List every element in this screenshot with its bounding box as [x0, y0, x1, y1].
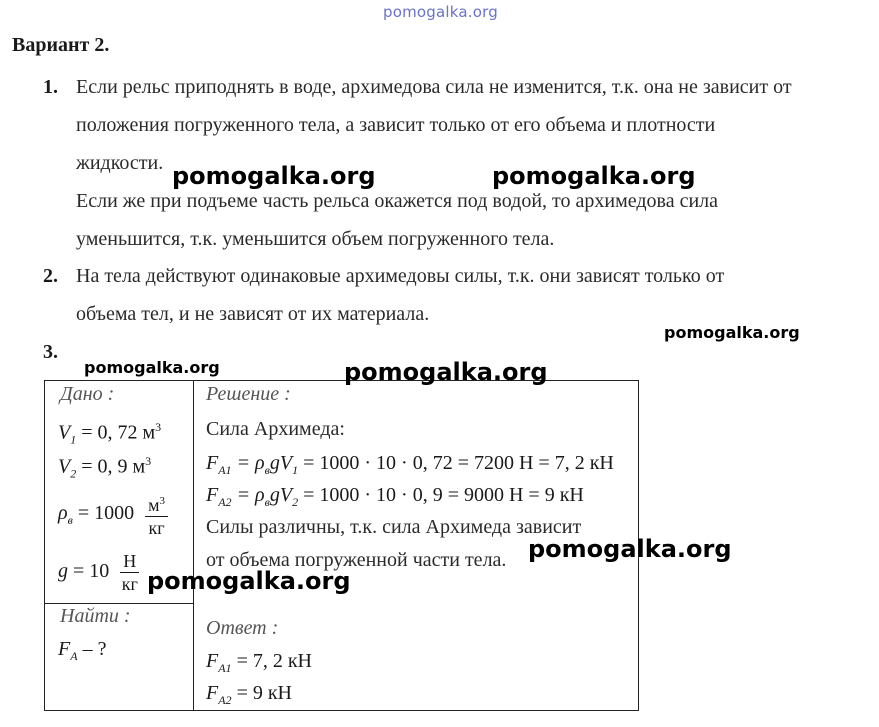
solution-conclusion-1: Силы различны, т.к. сила Архимеда зависит	[206, 516, 582, 538]
watermark: pomogalka.org	[528, 535, 732, 563]
watermark: pomogalka.org	[147, 567, 351, 595]
site-header-link[interactable]: pomogalka.org	[383, 3, 498, 21]
answer-2-line-1: На тела действуют одинаковые архимедовы силы, т.к. они зависят только от	[76, 265, 725, 287]
answer-1-number: 1.	[43, 76, 58, 98]
answer-1-line-4: Если же при подъеме часть рельса окажется под водой, то архимедова сила	[76, 190, 719, 212]
find-fa: $F_A$ – ?	[58, 638, 107, 663]
watermark: pomogalka.org	[84, 358, 220, 377]
watermark: pomogalka.org	[664, 323, 800, 342]
answer-1-line-3: жидкости.	[76, 152, 164, 174]
watermark: pomogalka.org	[172, 162, 376, 190]
answer-3-number: 3.	[43, 341, 58, 363]
answer-1-line-5: уменьшится, т.к. уменьшится объем погруженного тела.	[76, 228, 555, 250]
given-v1: $V_1 = 0$, 72 $м^3$	[58, 420, 162, 447]
solution-intro: Сила Архимеда:	[206, 418, 345, 440]
g-unit-fraction: $\frac{Н}{кг}$	[121, 551, 138, 594]
answer-1-line-2: положения погруженного тела, а зависит только от его объема и плотности	[76, 114, 716, 136]
answer-label: Ответ :	[206, 617, 279, 639]
watermark: pomogalka.org	[344, 358, 548, 386]
answer-1-line-1: Если рельс приподнять в воде, архимедова сила не изменится, т.к. она не зависит от	[76, 76, 792, 98]
table-divider-horizontal	[44, 603, 194, 604]
solution-formula-1: $F_{A1} = \rho_вgV_1 = 1000 \cdot 10 \cdot 0$, 72 = 7200 Н = 7, 2 кН	[206, 452, 614, 477]
given-label: Дано :	[60, 383, 115, 405]
answer-fa2: $F_{A2} = 9$ кН	[206, 682, 293, 707]
given-rho: $\rho_в = 1000$ $\frac{м^3}{кг}$	[58, 490, 168, 539]
variant-title: Вариант 2.	[12, 34, 110, 56]
rho-unit-fraction: $\frac{м^3}{кг}$	[145, 490, 168, 539]
answer-2-number: 2.	[43, 265, 58, 287]
answer-2-line-2: объема тел, и не зависят от их материала.	[76, 303, 430, 325]
given-g: g = 10 $\frac{Н}{кг}$	[58, 551, 138, 594]
table-divider-vertical	[193, 380, 194, 711]
find-label: Найти :	[60, 605, 131, 627]
solution-formula-2: $F_{A2} = \rho_вgV_2 = 1000 \cdot 10 \cdot 0$, 9 = 9000 Н = 9 кН	[206, 484, 584, 509]
given-v2: $V_2 = 0$, 9 $м^3$	[58, 454, 152, 481]
watermark: pomogalka.org	[492, 162, 696, 190]
solution-label: Решение :	[206, 383, 291, 405]
answer-fa1: $F_{A1} = 7$, 2 кН	[206, 650, 313, 675]
solution-conclusion-2: от объема погруженной части тела.	[206, 549, 507, 571]
